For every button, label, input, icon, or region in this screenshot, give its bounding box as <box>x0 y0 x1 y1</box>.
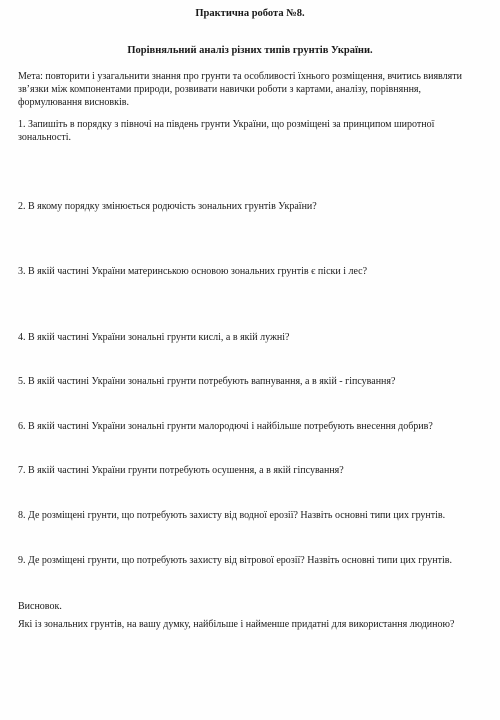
task-3: 3. В якій частині України материнською основою зональних грунтів є піски і лес? <box>18 266 368 277</box>
conclusion-question: Які із зональних грунтів, на вашу думку, найбільше і найменше придатні для використання людиною? <box>18 619 455 630</box>
task-2: 2. В якому порядку змінюється родючість зональних грунтів України? <box>18 201 317 212</box>
document-subtitle: Порівняльний аналіз різних типів грунтів України. <box>127 45 373 56</box>
document-title: Практична робота №8. <box>195 8 305 19</box>
goal-line-2: зв’язки між компонентами природи, розвивати навички роботи з картами, аналізу, порівняння, <box>18 84 422 95</box>
task-4: 4. В якій частині України зональні грунти кислі, а в якій лужні? <box>18 332 290 343</box>
task-1-line-2: зональності. <box>18 132 72 143</box>
task-1-line-1: 1. Запишіть в порядку з півночі на південь грунти України, що розміщені за принципом широтної <box>18 119 435 130</box>
task-8: 8. Де розміщені грунти, що потребують захисту від водної ерозії? Назвіть основні типи цих грунтів. <box>18 510 446 521</box>
goal-line-1: Мета: повторити і узагальнити знання про грунти та особливості їхнього розміщення, вчитись виявляти <box>18 71 462 82</box>
conclusion-label: Висновок. <box>18 601 62 612</box>
task-7: 7. В якій частині України грунти потребують осушення, а в якій гіпсування? <box>18 465 344 476</box>
task-5: 5. В якій частині України зональні грунти потребують вапнування, а в якій - гіпсування? <box>18 376 396 387</box>
goal-line-3: формулювання висновків. <box>18 97 129 108</box>
task-9: 9. Де розміщені грунти, що потребують захисту від вітрової ерозії? Назвіть основні типи цих грунтів. <box>18 555 452 566</box>
task-6: 6. В якій частині України зональні грунти малородючі і найбільше потребують внесення добрив? <box>18 421 433 432</box>
